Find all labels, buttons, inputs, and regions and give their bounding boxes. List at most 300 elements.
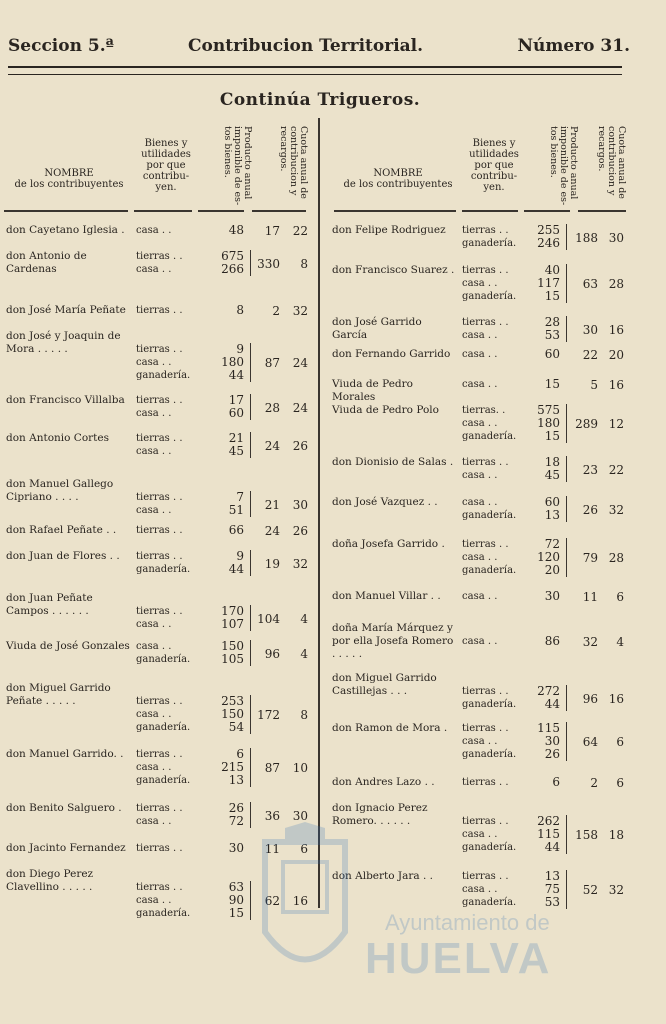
quota-value: 5 <box>590 378 598 392</box>
quota-cents: 32 <box>292 556 308 571</box>
goods-item: tierras . . <box>136 803 183 814</box>
quota-value: 24 <box>264 438 280 453</box>
product-value: 15 <box>228 906 244 920</box>
goods-item: tierras . . <box>136 749 183 760</box>
quota-cents: 30 <box>608 230 624 245</box>
goods-cell <box>462 590 524 603</box>
quota-value: 172 <box>257 708 280 722</box>
goods-cell <box>462 378 524 391</box>
product-cell <box>206 605 244 631</box>
contributor-name: don Antonio de Cardenas <box>6 250 87 275</box>
product-value: 6 <box>552 775 560 789</box>
goods-item: casa . . <box>462 636 498 647</box>
contributor-name: don Francisco Villalba <box>6 394 125 406</box>
quota-value: 2 <box>590 776 598 790</box>
product-cell <box>206 881 244 920</box>
brace-icon <box>246 250 251 276</box>
quota-cents: 24 <box>292 356 308 370</box>
watermark-line1: Ayuntamiento de <box>385 910 550 935</box>
contributor-name: Viuda de Pedro Polo <box>332 404 439 416</box>
brace-icon <box>562 456 567 482</box>
goods-item: casa . . <box>136 619 172 630</box>
product-value: 246 <box>537 236 560 250</box>
brace-icon <box>246 550 251 576</box>
coat-of-arms-icon <box>255 822 355 992</box>
contributor-name: don Fernando Garrido <box>332 348 451 360</box>
quota-value: 2 <box>272 304 280 318</box>
product-cell <box>206 250 244 276</box>
product-value: 53 <box>544 328 560 342</box>
goods-item: casa . . <box>136 408 172 419</box>
quota-cents: 16 <box>608 378 624 392</box>
quota-header: Cuota anual de contribucion y recargos. <box>278 126 309 199</box>
quota-value: 289 <box>575 417 598 431</box>
quota-value: 188 <box>575 230 598 245</box>
goods-item: tierras . . <box>136 344 183 355</box>
goods-item: casa . . <box>136 446 172 457</box>
product-value: 75 <box>544 882 560 896</box>
goods-cell <box>462 538 524 577</box>
contributor-name: don Jacinto Fernandez <box>6 842 126 854</box>
brace-icon <box>246 881 251 920</box>
goods-cell <box>462 348 524 361</box>
goods-header: Bienes y utilidades por que contribu-yen. <box>141 138 191 193</box>
product-cell <box>206 524 244 537</box>
contributor-name: don Benito Salguero . <box>6 802 122 814</box>
contributor-name: don Ignacio Perez Romero. . . . . . <box>332 802 428 827</box>
goods-cell <box>136 605 198 631</box>
quota-cents: 16 <box>608 691 624 706</box>
product-cell <box>522 378 560 391</box>
brace-icon <box>246 432 251 458</box>
product-value: 266 <box>221 262 244 276</box>
quota-value: 52 <box>582 883 598 897</box>
goods-item: tierras . . <box>136 882 183 893</box>
contributor-name: don Miguel Garrido Castillejas . . . <box>332 672 437 697</box>
goods-item: tierras . . <box>462 816 509 827</box>
brace-icon <box>246 491 251 517</box>
goods-item: tierras . . <box>136 433 183 444</box>
goods-cell <box>136 491 198 517</box>
product-cell <box>522 722 560 761</box>
quota-cents: 4 <box>616 635 624 649</box>
product-cell <box>522 776 560 789</box>
quota-cents: 16 <box>292 894 308 908</box>
product-value: 115 <box>537 827 560 841</box>
product-value: 18 <box>544 455 560 469</box>
contributor-name: don Alberto Jara . . <box>332 870 434 882</box>
brace-icon <box>562 316 567 342</box>
contributor-name: doña Josefa Garrido . <box>332 538 445 550</box>
product-value: 44 <box>228 368 244 382</box>
goods-cell <box>136 250 198 276</box>
product-value: 262 <box>537 814 560 828</box>
product-value: 40 <box>544 263 560 277</box>
quota-value: 36 <box>264 808 280 823</box>
product-value: 15 <box>544 377 560 391</box>
product-value: 72 <box>228 814 244 828</box>
goods-item: ganadería. <box>462 842 517 853</box>
goods-item: tierras . . <box>462 723 509 734</box>
goods-item: casa . . <box>136 762 172 773</box>
quota-cents: 32 <box>292 304 308 318</box>
product-value: 117 <box>537 276 560 290</box>
quota-cents: 28 <box>608 551 624 565</box>
brace-icon <box>562 722 567 761</box>
product-cell <box>522 635 560 648</box>
product-value: 44 <box>544 697 560 711</box>
quota-cents: 22 <box>608 462 624 477</box>
product-value: 44 <box>228 562 244 576</box>
goods-item: casa . . <box>462 884 498 895</box>
goods-item: ganadería. <box>462 510 517 521</box>
contributor-name: don Andres Lazo . . <box>332 776 435 788</box>
contributor-name: don Francisco Suarez . <box>332 264 455 276</box>
goods-item: tierras . . <box>462 539 509 550</box>
product-value: 13 <box>228 773 244 787</box>
goods-cell <box>462 224 524 250</box>
quota-cents: 10 <box>292 761 308 775</box>
brace-icon <box>562 685 567 711</box>
product-cell <box>206 842 244 855</box>
product-value: 21 <box>228 431 244 445</box>
goods-item: casa . . <box>136 225 172 236</box>
product-value: 107 <box>221 617 244 631</box>
goods-item: tierras . . <box>136 525 183 536</box>
goods-item: ganadería. <box>462 238 517 249</box>
product-value: 7 <box>236 490 244 504</box>
goods-item: ganadería. <box>136 654 191 665</box>
quota-value: 96 <box>582 691 598 706</box>
goods-cell <box>462 722 524 761</box>
goods-cell <box>462 316 524 342</box>
product-value: 53 <box>544 895 560 909</box>
goods-cell <box>136 842 198 855</box>
contributor-name: don Juan de Flores . . <box>6 550 120 562</box>
quota-value: 19 <box>264 556 280 571</box>
goods-item: casa . . <box>136 641 172 652</box>
goods-item: tierras . . <box>462 457 509 468</box>
product-cell <box>206 550 244 576</box>
goods-item: ganadería. <box>136 908 191 919</box>
product-value: 675 <box>221 249 244 263</box>
quota-value: 63 <box>582 277 598 291</box>
quota-value: 32 <box>582 635 598 649</box>
goods-item: casa . . <box>462 278 498 289</box>
contributor-name: don Rafael Peñate . . <box>6 524 117 536</box>
product-value: 26 <box>544 747 560 761</box>
contributor-name: don José Vazquez . . <box>332 496 438 508</box>
product-cell <box>206 640 244 666</box>
quota-value: 330 <box>257 256 280 271</box>
product-cell <box>206 695 244 734</box>
goods-item: ganadería. <box>462 749 517 760</box>
product-cell <box>522 590 560 603</box>
goods-cell <box>136 550 198 576</box>
quota-cents: 4 <box>300 646 308 661</box>
quota-cents: 26 <box>292 438 308 453</box>
quota-value: 24 <box>264 524 280 538</box>
product-cell <box>206 224 244 237</box>
quota-cents: 24 <box>292 400 308 415</box>
product-value: 66 <box>228 523 244 537</box>
goods-item: tierras . . <box>136 696 183 707</box>
goods-cell <box>136 640 198 666</box>
product-value: 13 <box>544 508 560 522</box>
goods-cell <box>462 685 524 711</box>
goods-cell <box>462 456 524 482</box>
product-cell <box>206 432 244 458</box>
brace-icon <box>246 695 251 734</box>
goods-header-right: Bienes y utilidades por que contribu-yen. <box>469 138 519 193</box>
product-value: 170 <box>221 604 244 618</box>
quota-cents: 6 <box>616 776 624 790</box>
product-value: 45 <box>544 468 560 482</box>
goods-item: casa . . <box>462 379 498 390</box>
contributor-name: don José y Joaquin de Mora . . . . . <box>6 330 121 355</box>
quota-cents: 32 <box>608 883 624 897</box>
goods-item: tierras . . <box>136 305 183 316</box>
quota-value: 79 <box>582 551 598 565</box>
product-value: 28 <box>544 315 560 329</box>
contributor-name: don Cayetano Iglesia . <box>6 224 125 236</box>
quota-cents: 20 <box>608 348 624 362</box>
goods-cell <box>136 524 198 537</box>
product-value: 575 <box>537 403 560 417</box>
contributor-name: don Antonio Cortes <box>6 432 110 444</box>
product-value: 17 <box>228 393 244 407</box>
goods-cell <box>462 264 524 303</box>
goods-item: ganadería. <box>462 699 517 710</box>
quota-value: 87 <box>264 761 280 775</box>
quota-cents: 6 <box>616 590 624 604</box>
quota-cents: 32 <box>608 502 624 517</box>
product-value: 180 <box>537 416 560 430</box>
quota-value: 64 <box>582 735 598 749</box>
product-value: 9 <box>236 549 244 563</box>
goods-item: tierras . . <box>136 251 183 262</box>
product-value: 253 <box>221 694 244 708</box>
quota-value: 104 <box>257 611 280 626</box>
quota-value: 96 <box>264 646 280 661</box>
product-cell <box>522 404 560 443</box>
product-value: 150 <box>221 639 244 653</box>
section-label: Seccion 5.ª <box>8 36 114 56</box>
name-header-right-sub: de los contribuyentes <box>343 179 453 190</box>
goods-item: tierras . . <box>136 843 183 854</box>
product-value: 26 <box>228 801 244 815</box>
brace-icon <box>562 404 567 443</box>
product-cell <box>206 343 244 382</box>
name-header-sub: de los contribuyentes <box>14 179 124 190</box>
product-value: 30 <box>544 734 560 748</box>
goods-cell <box>136 881 198 920</box>
product-value: 60 <box>228 406 244 420</box>
product-value: 60 <box>544 495 560 509</box>
brace-icon <box>562 264 567 303</box>
goods-cell <box>136 343 198 382</box>
product-value: 51 <box>228 503 244 517</box>
contributor-name: don Manuel Garrido. . <box>6 748 124 760</box>
brace-icon <box>246 394 251 420</box>
product-value: 60 <box>544 347 560 361</box>
product-cell <box>522 348 560 361</box>
goods-item: tierras . . <box>462 871 509 882</box>
product-value: 120 <box>537 550 560 564</box>
goods-item: ganadería. <box>136 722 191 733</box>
contributor-name: don Manuel Villar . . <box>332 590 441 602</box>
goods-item: ganadería. <box>462 291 517 302</box>
quota-cents: 28 <box>608 277 624 291</box>
brace-icon <box>246 748 251 787</box>
quota-value: 87 <box>264 356 280 370</box>
product-value: 30 <box>228 841 244 855</box>
product-value: 86 <box>544 634 560 648</box>
product-value: 272 <box>537 684 560 698</box>
quota-cents: 18 <box>608 828 624 842</box>
product-value: 150 <box>221 707 244 721</box>
contributor-name: don José María Peñate <box>6 304 126 316</box>
goods-item: casa . . <box>462 349 498 360</box>
goods-item: casa . . <box>136 264 172 275</box>
goods-item: tierras . . <box>462 317 509 328</box>
goods-item: tierras . . <box>462 225 509 236</box>
quota-cents: 16 <box>608 322 624 337</box>
product-value: 9 <box>236 342 244 356</box>
goods-cell <box>136 748 198 787</box>
quota-cents: 6 <box>616 735 624 749</box>
product-cell <box>206 491 244 517</box>
goods-item: tierras . . <box>462 777 509 788</box>
goods-item: casa . . <box>462 418 498 429</box>
contributor-name: don José Garrido García <box>332 316 422 341</box>
product-value: 63 <box>228 880 244 894</box>
product-cell <box>522 456 560 482</box>
goods-cell <box>462 776 524 789</box>
product-cell <box>522 496 560 522</box>
goods-item: ganadería. <box>136 775 191 786</box>
product-value: 45 <box>228 444 244 458</box>
column-separator <box>318 118 320 908</box>
quota-cents: 30 <box>292 497 308 512</box>
product-cell <box>206 394 244 420</box>
quota-value: 30 <box>582 322 598 337</box>
quota-value: 158 <box>575 828 598 842</box>
goods-cell <box>136 394 198 420</box>
product-cell <box>206 304 244 317</box>
contributor-name: Viuda de José Gonzales <box>6 640 130 652</box>
goods-cell <box>136 304 198 317</box>
goods-item: ganadería. <box>136 564 191 575</box>
goods-item: tierras . . <box>136 606 183 617</box>
goods-item: ganadería. <box>462 565 517 576</box>
quota-value: 21 <box>264 497 280 512</box>
goods-item: tierras . . <box>136 551 183 562</box>
brace-icon <box>246 802 251 828</box>
document-title: Contribucion Territorial. <box>188 36 424 56</box>
quota-value: 62 <box>264 894 280 908</box>
quota-cents: 6 <box>300 842 308 856</box>
brace-icon <box>562 496 567 522</box>
goods-item: casa . . <box>462 552 498 563</box>
goods-item: casa . . <box>136 895 172 906</box>
product-cell <box>522 685 560 711</box>
watermark <box>255 822 585 992</box>
product-header: Producto anual imponible de es-tos bienes. <box>222 126 253 206</box>
goods-item: ganadería. <box>462 431 517 442</box>
product-cell <box>522 538 560 577</box>
subtitle: Continúa Trigueros. <box>219 90 421 110</box>
goods-item: casa . . <box>136 357 172 368</box>
goods-item: casa . . <box>462 736 498 747</box>
product-cell <box>206 802 244 828</box>
product-value: 15 <box>544 429 560 443</box>
goods-cell <box>136 432 198 458</box>
product-value: 20 <box>544 563 560 577</box>
product-value: 180 <box>221 355 244 369</box>
goods-item: casa . . <box>462 591 498 602</box>
product-value: 215 <box>221 760 244 774</box>
quota-cents: 12 <box>608 417 624 431</box>
brace-icon <box>562 538 567 577</box>
contributor-name: don Miguel Garrido Peñate . . . . . <box>6 682 111 707</box>
quota-value: 26 <box>582 502 598 517</box>
product-value: 15 <box>544 289 560 303</box>
product-cell <box>522 264 560 303</box>
goods-cell <box>462 635 524 648</box>
goods-item: tierras . . <box>462 686 509 697</box>
product-value: 72 <box>544 537 560 551</box>
goods-cell <box>462 404 524 443</box>
goods-item: casa . . <box>136 816 172 827</box>
goods-item: tierras . . <box>136 492 183 503</box>
goods-cell <box>136 802 198 828</box>
quota-cents: 26 <box>292 524 308 538</box>
product-cell <box>522 224 560 250</box>
contributor-name: don Diego Perez Clavellino . . . . . <box>6 868 94 893</box>
product-value: 6 <box>236 747 244 761</box>
page-number: Número 31. <box>517 36 630 56</box>
product-value: 90 <box>228 893 244 907</box>
product-value: 115 <box>537 721 560 735</box>
quota-cents: 8 <box>300 256 308 271</box>
contributor-name: don Manuel Gallego Cipriano . . . . <box>6 478 114 503</box>
goods-cell <box>462 496 524 522</box>
contributor-name: Viuda de Pedro Morales <box>332 378 413 403</box>
goods-item: casa . . <box>462 829 498 840</box>
quota-value: 22 <box>582 348 598 362</box>
goods-item: ganadería. <box>136 370 191 381</box>
product-cell <box>522 316 560 342</box>
goods-item: casa . . <box>136 505 172 516</box>
goods-item: tierras . . <box>462 265 509 276</box>
brace-icon <box>246 640 251 666</box>
product-cell <box>206 748 244 787</box>
product-value: 48 <box>228 223 244 237</box>
product-value: 8 <box>236 303 244 317</box>
goods-cell <box>136 224 198 237</box>
watermark-line2: HUELVA <box>365 934 552 983</box>
contributor-name: don Ramon de Mora . <box>332 722 448 734</box>
goods-cell <box>136 695 198 734</box>
quota-value: 17 <box>264 224 280 238</box>
quota-value: 11 <box>582 590 598 604</box>
quota-value: 23 <box>582 462 598 477</box>
goods-item: tierras. . <box>462 405 506 416</box>
product-value: 44 <box>544 840 560 854</box>
product-value: 105 <box>221 652 244 666</box>
quota-value: 11 <box>264 842 280 856</box>
